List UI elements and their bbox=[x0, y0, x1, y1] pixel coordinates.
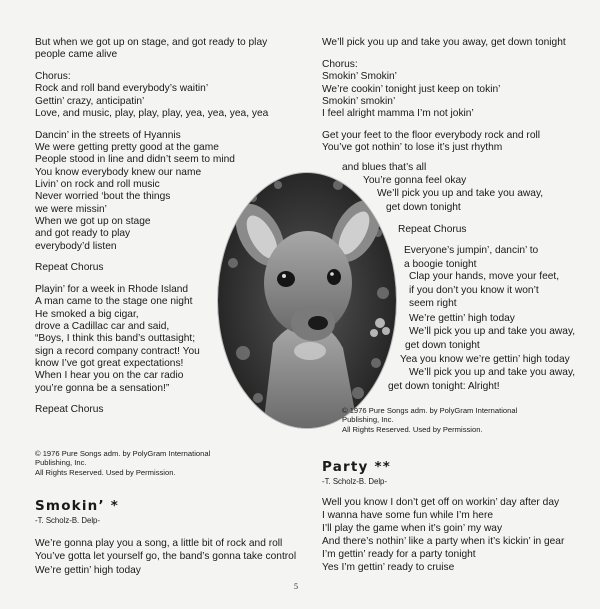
lyric-line: We’ll pick you up and take you away, bbox=[409, 367, 576, 378]
lyric-line: I wanna have some fun while I’m here bbox=[322, 510, 494, 522]
lyric-line: Smokin’ smokin’ bbox=[322, 95, 396, 107]
lyric-line: Chorus: bbox=[35, 70, 71, 82]
lyric-line: Everyone’s jumpin’, dancin’ to bbox=[404, 245, 539, 256]
lyric-line: Repeat Chorus bbox=[35, 262, 104, 274]
copyright-line: Publishing, Inc. bbox=[35, 458, 87, 468]
lyric-line: Rock and roll band everybody’s waitin’ bbox=[35, 83, 209, 95]
smokin-lyrics-block bbox=[35, 537, 296, 577]
lyric-line: Yes I’m gettin’ ready to cruise bbox=[322, 562, 455, 574]
lyric-line: We’re gettin’ high today bbox=[409, 313, 515, 324]
lyric-line: We’re gonna play you a song, a little bit of rock and roll bbox=[35, 538, 283, 549]
lyric-line: drove a Cadillac car and said, bbox=[35, 320, 170, 332]
lyric-line: I’ll play the game when it’s goin’ my way bbox=[322, 523, 503, 535]
lyric-line: We’ll pick you up and take you away, bbox=[409, 326, 576, 337]
lyric-line: We’ll pick you up and take you away, get down tonight bbox=[322, 37, 566, 48]
lyric-line: People stood in line and didn’t seem to mind bbox=[35, 154, 235, 166]
right-copyright-notice bbox=[342, 406, 517, 434]
lyric-line: Repeat Chorus bbox=[398, 224, 467, 235]
lyric-line: people came alive bbox=[35, 49, 118, 61]
lyric-line bbox=[35, 395, 268, 404]
lyric-line: When we got up on stage bbox=[35, 216, 151, 227]
lyric-line: And there’s nothin’ like a party when it’s kickin’ in gear bbox=[322, 536, 565, 548]
lyric-line: “Boys, I think this band’s outtasight; bbox=[35, 333, 196, 345]
lyric-line: seem right bbox=[409, 298, 457, 309]
left-copyright-notice bbox=[35, 449, 210, 477]
lyric-line: You’re gonna feel okay bbox=[363, 175, 467, 186]
lyric-line bbox=[322, 49, 566, 58]
lyric-line: you’re gonna be a sensation!” bbox=[35, 382, 170, 394]
lyric-line: Smokin’ Smokin’ bbox=[322, 71, 397, 83]
lyric-line: But when we got up on stage, and got ready to play bbox=[35, 37, 268, 48]
fawn-image bbox=[218, 173, 396, 428]
party-lyrics-block bbox=[322, 496, 564, 575]
lyric-line: Get your feet to the floor everybody rock and roll bbox=[322, 130, 541, 142]
lyric-line: You know everybody knew our name bbox=[35, 166, 202, 178]
lyric-line: Playin’ for a week in Rhode Island bbox=[35, 283, 189, 295]
lyric-line: Repeat Chorus bbox=[35, 404, 104, 416]
lyric-line: Yea you know we’re gettin’ high today bbox=[400, 354, 570, 365]
lyric-line: sign a record company contract! You bbox=[35, 345, 200, 357]
lyric-line: know I’ve got great expectations! bbox=[35, 357, 184, 369]
lyric-line: get down tonight: Alright! bbox=[388, 381, 500, 392]
copyright-line: All Rights Reserved. Used by Permission. bbox=[342, 424, 483, 434]
lyric-line: Clap your hands, move your feet, bbox=[409, 271, 560, 282]
smokin-credit: -T. Scholz-B. Delp- bbox=[35, 516, 100, 525]
lyric-line: A man came to the stage one night bbox=[35, 296, 193, 308]
lyric-line: We’re cookin’ tonight just keep on tokin’ bbox=[322, 83, 501, 95]
lyric-line bbox=[35, 120, 268, 129]
lyric-line: You’ve got nothin’ to lose it’s just rhythm bbox=[322, 142, 503, 154]
lyric-line: When I hear you on the car radio bbox=[35, 370, 184, 382]
lyric-line: Gettin’ crazy, anticipatin’ bbox=[35, 95, 145, 107]
party-credit: -T. Scholz-B. Delp- bbox=[322, 477, 387, 486]
lyric-line: Love, and music, play, play, play, yea, yea, yea, yea bbox=[35, 107, 269, 119]
lyric-line: if you don’t you know it won’t bbox=[409, 285, 539, 296]
lyric-line: we were missin’ bbox=[35, 203, 107, 215]
lyric-line: Well you know I don’t get off on workin’ day after day bbox=[322, 497, 560, 508]
lyric-line bbox=[322, 121, 566, 130]
right-top-lyrics-block bbox=[322, 37, 566, 155]
page-number: 5 bbox=[294, 582, 298, 591]
lyric-line: He smoked a big cigar, bbox=[35, 308, 139, 320]
party-title: Party ** bbox=[322, 459, 391, 475]
copyright-line: Publishing, Inc. bbox=[342, 415, 394, 425]
fawn-photo bbox=[218, 173, 396, 428]
lyric-line: Livin’ on rock and roll music bbox=[35, 178, 160, 190]
lyric-line: Dancin’ in the streets of Hyannis bbox=[35, 129, 181, 141]
copyright-line: All Rights Reserved. Used by Permission. bbox=[35, 467, 176, 477]
lyric-line: a boogie tonight bbox=[404, 259, 477, 270]
copyright-line: © 1976 Pure Songs adm. by PolyGram International bbox=[35, 449, 211, 458]
lyric-line: Chorus: bbox=[322, 58, 358, 70]
lyric-line: Never worried ‘bout the things bbox=[35, 191, 171, 203]
lyric-line: and got ready to play bbox=[35, 228, 131, 240]
smokin-title: Smokin’ * bbox=[35, 498, 119, 514]
lyric-line: get down tonight bbox=[405, 340, 480, 351]
lyric-line: You’ve gotta let yourself go, the band’s gonna take control bbox=[35, 551, 297, 563]
copyright-line: © 1976 Pure Songs adm. by PolyGram International bbox=[342, 406, 518, 415]
lyric-line: We’re gettin’ high today bbox=[35, 564, 141, 576]
lyric-line: everybody’d listen bbox=[35, 240, 117, 252]
lyric-line bbox=[35, 62, 268, 71]
lyric-line: and blues that’s all bbox=[342, 162, 427, 173]
lyric-line: We’ll pick you up and take you away, bbox=[377, 188, 544, 199]
lyric-line: I feel alright mamma I’m not jokin’ bbox=[322, 108, 474, 120]
lyric-line: We were getting pretty good at the game bbox=[35, 141, 219, 153]
lyric-line: I’m gettin’ ready for a party tonight bbox=[322, 549, 476, 561]
lyric-line: get down tonight bbox=[386, 202, 461, 213]
